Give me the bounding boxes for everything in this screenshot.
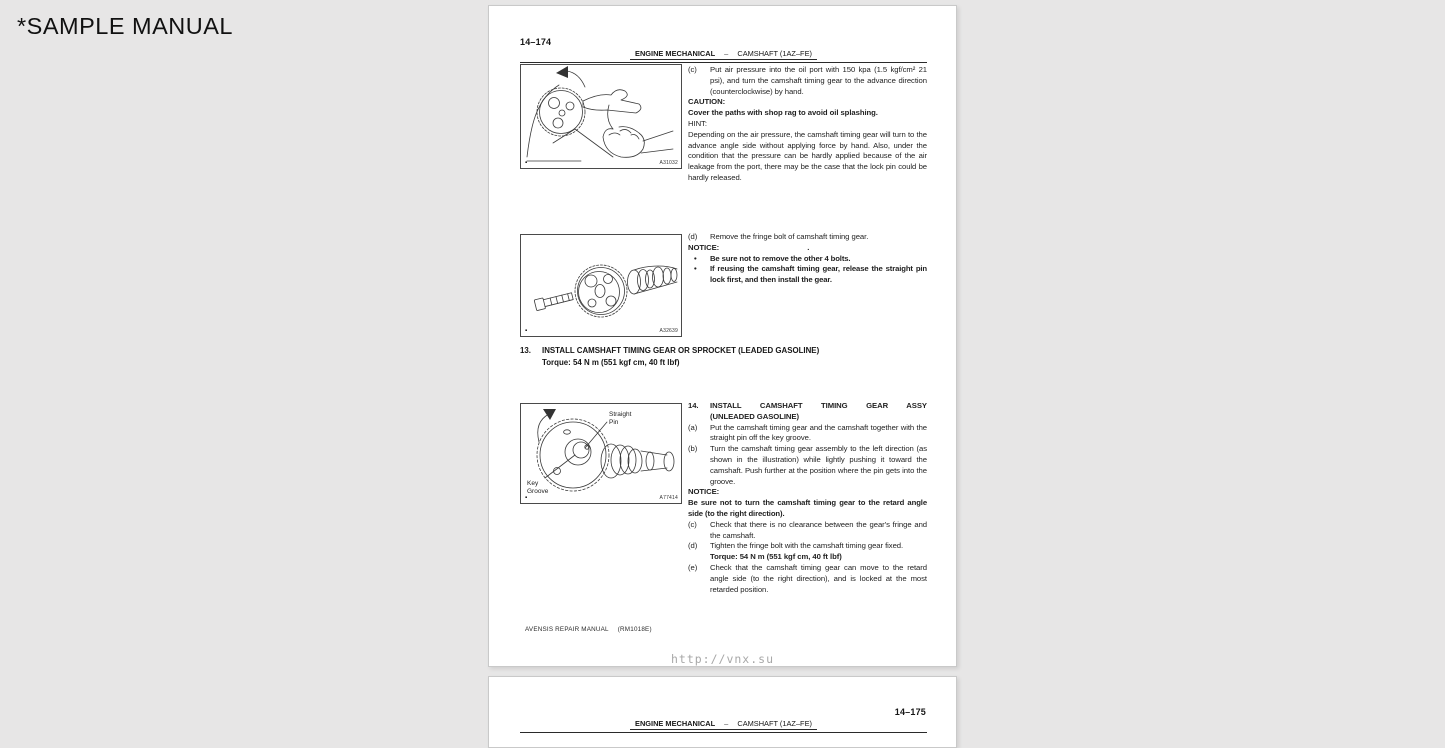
label-key-groove: Key [527,480,539,487]
page-number: 14–175 [894,707,926,717]
caution-label: CAUTION: [688,97,726,107]
step-text: Turn the camshaft timing gear assembly to the left direction (as shown in the illustration) while lightly pushing it toward the camshaft. Push further at the position where the pin gets into the groove. [710,444,927,486]
step-marker: (d) [688,232,698,241]
figure-brand-icon: ▪ [525,160,528,166]
footer-manual-code: (RM1018E) [617,626,652,633]
item-13-title-row [520,345,927,357]
step-text: Check that there is no clearance between the gear's fringe and the camshaft. [710,519,927,540]
manual-page-2 [488,676,957,748]
section-header [520,719,927,733]
figure-code: A31032 [659,160,678,166]
section-name: ENGINE MECHANICAL [635,49,716,58]
hint-label: HINT: [688,118,707,128]
step-text: Tighten the fringe bolt with the camshaft timing gear fixed. [710,541,904,551]
caution-text: Cover the paths with shop rag to avoid oil splashing. [688,108,878,118]
step-marker: (e) [688,562,698,572]
section-topic: CAMSHAFT (1AZ–FE) [737,719,812,728]
bullet-icon: • [694,253,697,263]
hint-text: Depending on the air pressure, the camshaft timing gear will turn to the advance angle side without applying force by hand. Also, under the condition that the pressure can be hardly applied because of the air leakage from the port, there may be the case that the lock pin could be hardly released. [688,129,927,182]
figure-brand-icon: ▪ [525,495,528,501]
section-header-text [630,49,817,60]
install-item-14 [688,401,927,423]
footer-manual-name: AVENSIS REPAIR MANUAL [525,626,609,633]
notice-bullet-2 [688,264,927,286]
install-item-13 [520,345,927,369]
notice-text: Be sure not to turn the camshaft timing gear to the retard angle side (to the right direction). [688,498,927,518]
torque-spec: Torque: 54 N m (551 kgf cm, 40 ft lbf) [542,358,680,367]
text-block-item-14 [688,401,927,595]
step-text: Remove the fringe bolt of camshaft timing gear. [710,232,869,241]
figure-exploded-view [520,234,682,337]
text-block-step-d [688,232,927,286]
section-name: ENGINE MECHANICAL [635,719,716,728]
header-dash: – [724,49,729,58]
step-marker: (c) [688,65,697,74]
notice-label: NOTICE: [688,487,720,497]
label-key-groove-2: Groove [527,488,549,495]
page-number: 14–174 [520,37,552,47]
figure-brand-icon: ▪ [525,328,528,334]
step-paragraph-d [688,232,927,243]
step-text: Put the camshaft timing gear and the camshaft together with the straight pin off the key groove. [710,422,927,443]
step-paragraph-14b [688,444,927,487]
section-topic: CAMSHAFT (1AZ–FE) [737,49,812,58]
figure-straight-pin-image [521,404,681,503]
header-dash: – [724,719,729,728]
figure-air-pressure-image [521,65,681,168]
item-title-line-1: INSTALL CAMSHAFT TIMING GEAR ASSY [710,401,927,410]
watermark-url: http://vnx.su [670,652,774,666]
notice-label: NOTICE: [688,242,720,252]
bullet-text: If reusing the camshaft timing gear, release the straight pin lock first, and then install the gear. [710,264,927,285]
stray-dot: . [807,242,810,252]
step-paragraph-c [688,65,927,97]
item-13-torque-row [520,357,927,369]
footer-manual-reference [525,626,652,633]
bullet-text: Be sure not to remove the other 4 bolts. [710,253,851,263]
notice-label-line [688,243,927,254]
label-straight-pin-2: Pin [609,419,619,426]
step-marker: (c) [688,519,697,529]
step-marker: (b) [688,444,698,454]
step-marker: (d) [688,541,698,551]
figure-straight-pin-key-groove [520,403,682,504]
notice-bullet-1 [688,254,927,265]
bullet-icon: • [694,264,697,274]
item-title: INSTALL CAMSHAFT TIMING GEAR OR SPROCKET (LEADED GASOLINE) [542,346,820,355]
figure-air-pressure [520,64,682,169]
torque-spec: Torque: 54 N m (551 kgf cm, 40 ft lbf) [710,552,842,562]
step-text: Check that the camshaft timing gear can move to the retard angle side (to the right direction), and is locked at the most retarded position. [710,562,927,594]
step-paragraph-14d [688,541,927,563]
step-paragraph-14e [688,563,927,595]
item-title-line-2: (UNLEADED GASOLINE) [710,411,799,421]
figure-exploded-view-image [521,235,681,336]
text-block-step-c [688,65,927,184]
figure-code: A32639 [659,328,678,334]
manual-page-1 [488,5,957,667]
step-paragraph-14c [688,520,927,542]
step-text: Put air pressure into the oil port with 150 kpa (1.5 kgf/cm² 21 psi), and turn the camshaft timing gear to the advance direction (counterclockwise) by hand. [710,65,927,96]
label-straight-pin: Straight [609,411,632,418]
step-marker: (a) [688,422,698,432]
step-paragraph-14a [688,423,927,445]
sample-manual-label: *SAMPLE MANUAL [17,13,233,39]
item-number: 13. [520,346,531,355]
item-number: 14. [688,401,699,410]
section-header [520,49,927,63]
figure-code: A77414 [659,495,678,501]
